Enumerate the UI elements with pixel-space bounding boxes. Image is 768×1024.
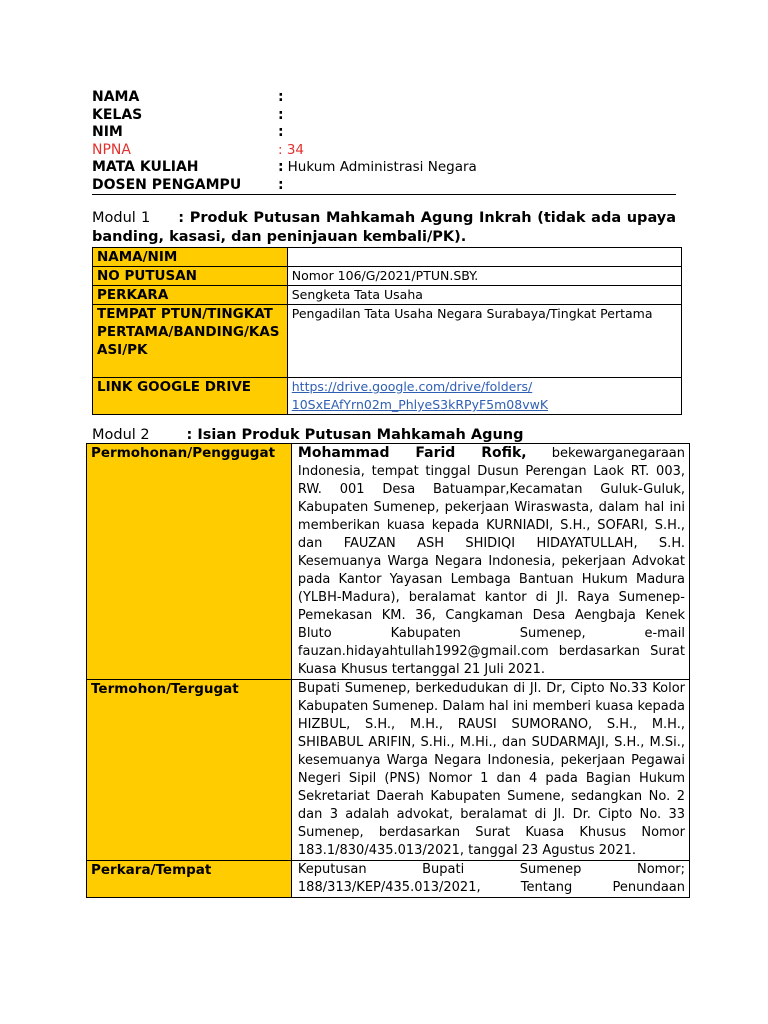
- tergugat-value: Bupati Sumenep, berkedudukan di Jl. Dr, Cipto No.33 Kolor Kabupaten Sumenep. Dalam hal ini memberi kuasa kepada HIZBUL, S.H., M.H., RAUSI SUMORANO, S.H., M.H., SHIBABUL ARIFIN, S.Hi., M.Hi., dan SUDARMAJI, S.H., M.Si., kesemuanya Warga Negara Indonesia, pekerjaan Pegawai Negeri Sipil (PNS) Nomor 1 dan 4 pada Bagian Hukum Sekretariat Daerah Kabupaten Sumene, sedangkan No. 2 dan 3 adalah advokat, beralamat di Jl. Dr. Cipto No. 33 Sumenep, berdasarkan Surat Kuasa Khusus Nomor 183.1/830/435.013/2021, tanggal 23 Agustus 2021.: [291, 680, 689, 861]
- header-row-nama: [92, 89, 676, 107]
- mata-kuliah-colon: :: [278, 159, 284, 175]
- perkara-tempat-value: Keputusan Bupati Sumenep Nomor; 188/313/KEP/435.013/2021, Tentang Penundaan: [297, 862, 685, 895]
- nama-colon: :: [278, 89, 284, 105]
- npna-value: : 34: [278, 141, 305, 158]
- nim-label: NIM: [92, 124, 123, 140]
- modul1-table: [92, 247, 682, 415]
- perkara-value: Sengketa Tata Usaha: [287, 286, 681, 305]
- modul2-heading: : Isian Produk Putusan Mahkamah Agung: [186, 427, 524, 443]
- table-row: [93, 305, 682, 378]
- penggugat-name: Mohammad Farid Rofik,: [297, 445, 527, 461]
- perkara-tempat-cell: [291, 861, 689, 898]
- penggugat-value: [291, 444, 689, 680]
- dosen-colon: :: [278, 176, 284, 193]
- header-row-npna: [92, 142, 676, 160]
- modul1-number: Modul 1: [92, 210, 151, 226]
- mata-kuliah-label: MATA KULIAH: [92, 159, 199, 175]
- link-line-1[interactable]: https://drive.google.com/drive/folders/: [291, 379, 533, 394]
- perkara-tempat-key: Perkara/Tempat: [87, 861, 292, 898]
- modul1-title: [92, 209, 676, 247]
- modul2-table: [86, 443, 690, 898]
- nama-nim-key: NAMA/NIM: [93, 248, 288, 267]
- kelas-label: KELAS: [92, 106, 143, 123]
- table-row: [93, 267, 682, 286]
- perkara-key: PERKARA: [93, 286, 288, 305]
- link-google-drive-key: LINK GOOGLE DRIVE: [93, 378, 288, 415]
- npna-label: NPNA: [92, 141, 131, 158]
- modul1-heading: : Produk Putusan Mahkamah Agung Inkrah (tidak ada upaya banding, kasasi, dan peninjauan kembali/PK).: [92, 210, 677, 245]
- mata-kuliah-value: Hukum Administrasi Negara: [287, 159, 477, 175]
- tergugat-key: Termohon/Tergugat: [87, 680, 292, 861]
- google-drive-link[interactable]: [287, 378, 681, 415]
- table-row: [93, 378, 682, 415]
- modul2-number: Modul 2: [92, 427, 150, 443]
- tempat-key: TEMPAT PTUN/TINGKAT PERTAMA/BANDING/KASASI/PK: [93, 305, 288, 378]
- tempat-value: Pengadilan Tata Usaha Negara Surabaya/Tingkat Pertama: [287, 305, 681, 378]
- nama-nim-value: [287, 248, 681, 267]
- link-line-2[interactable]: 10SxEAfYrn02m_PhlyeS3kRPyF5m08vwK: [291, 397, 549, 412]
- no-putusan-key: NO PUTUSAN: [93, 267, 288, 286]
- table-row: [93, 286, 682, 305]
- dosen-label: DOSEN PENGAMPU: [92, 176, 242, 193]
- header-row-mata-kuliah: [92, 159, 676, 177]
- nama-label: NAMA: [92, 89, 140, 105]
- table-row: [87, 861, 690, 898]
- header-row-nim: [92, 124, 676, 142]
- table-row: [93, 248, 682, 267]
- modul2-title: [92, 426, 524, 444]
- header-row-dosen: [92, 177, 676, 195]
- table-row: [87, 680, 690, 861]
- identity-header: [92, 89, 676, 194]
- nim-colon: :: [278, 124, 284, 140]
- header-row-kelas: [92, 107, 676, 125]
- no-putusan-value: Nomor 106/G/2021/PTUN.SBY.: [287, 267, 681, 286]
- header-divider: [92, 194, 676, 195]
- penggugat-details: bekewarganegaraan Indonesia, tempat tinggal Dusun Perengan Laok RT. 003, RW. 001 Desa Batuampar,Kecamatan Guluk-Guluk, Kabupaten Sumenep, pekerjaan Wiraswasta, dalam hal ini memberikan kuasa kepada KURNIADI, S.H., SOFARI, S.H., dan FAUZAN ASH SHIDIQI HIDAYATULLAH, S.H. Kesemuanya Warga Negara Indonesia, pekerjaan Advokat pada Kantor Yayasan Lembaga Bantuan Hukum Madura (YLBH-Madura), beralamat kantor di Jl. Raya Sumenep-Pemekasan KM. 36, Cangkaman Desa Aengbaja Kenek Bluto Kabupaten Sumenep, e-mail fauzan.hidayahtullah1992@gmail.com berdasarkan Surat Kuasa Khusus tertanggal 21 Juli 2021.: [297, 446, 685, 677]
- penggugat-key: Permohonan/Penggugat: [87, 444, 292, 680]
- table-row: [87, 444, 690, 680]
- kelas-colon: :: [278, 106, 284, 123]
